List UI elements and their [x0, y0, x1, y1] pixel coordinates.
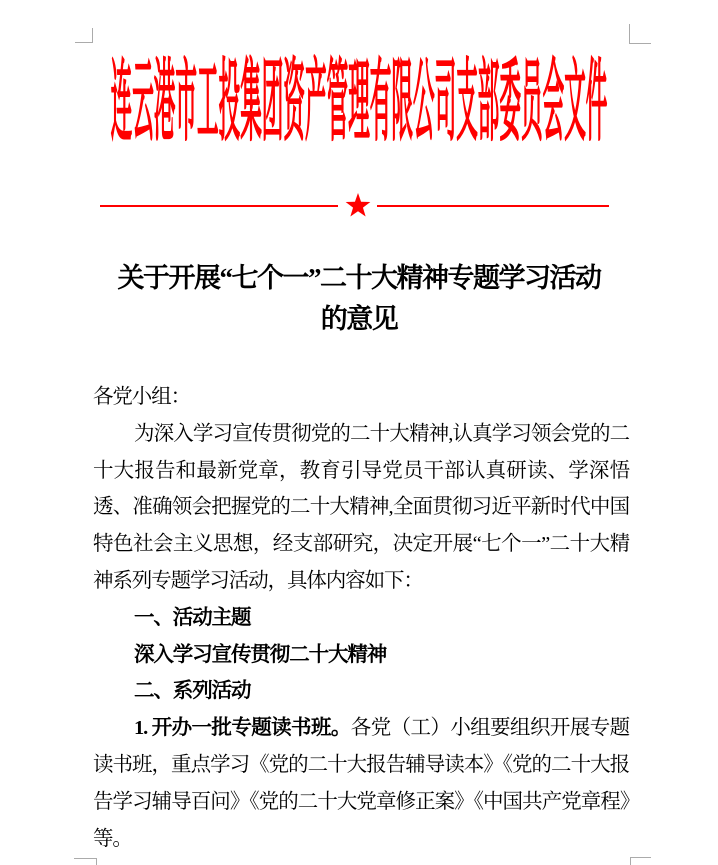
crop-mark-top-left [75, 28, 93, 43]
document-title-line-1: 关于开展“七个一”二十大精神专题学习活动 [117, 263, 601, 293]
divider-line-right [377, 205, 609, 207]
letterhead-title: 连云港市工投集团资产管理有限公司支部委员会文件 [110, 54, 608, 153]
item-1-text: 各党（工）小组要组织开展专题读书班，重点学习《党的二十大报告辅导读本》《党的二十大报告学习辅导百问》《党的二十大党章修正案》《中国共产党章程》等。 [93, 717, 629, 850]
crop-mark-bottom-right [630, 857, 651, 865]
intro-paragraph: 为深入学习宣传贯彻党的二十大精神,认真学习领会党的二十大报告和最新党章，教育引导党员干部认真研读、学深悟透、准确领会把握党的二十大精神,全面贯彻习近平新时代中国特色社会主义思想，经支部研究，决定开展“七个一”二十大精神系列专题学习活动，具体内容如下： [93, 422, 629, 592]
salutation: 各党小组： [93, 386, 190, 408]
section-heading-2: 二、系列活动 [134, 680, 251, 703]
section-heading-1: 一、活动主题 [134, 606, 251, 629]
document-title [0, 258, 718, 340]
crop-mark-top-right [629, 24, 651, 44]
letterhead-divider [0, 192, 718, 224]
divider-line-left [100, 205, 338, 207]
document-title-line-2: 的意见 [320, 304, 398, 334]
crop-mark-bottom-left [74, 858, 97, 865]
item-1-lead: 1. 开办一批专题读书班。 [134, 717, 351, 740]
document-body [93, 379, 629, 857]
item-1 [93, 710, 629, 857]
star-icon [345, 193, 371, 219]
theme-line: 深入学习宣传贯彻二十大精神 [134, 643, 387, 666]
